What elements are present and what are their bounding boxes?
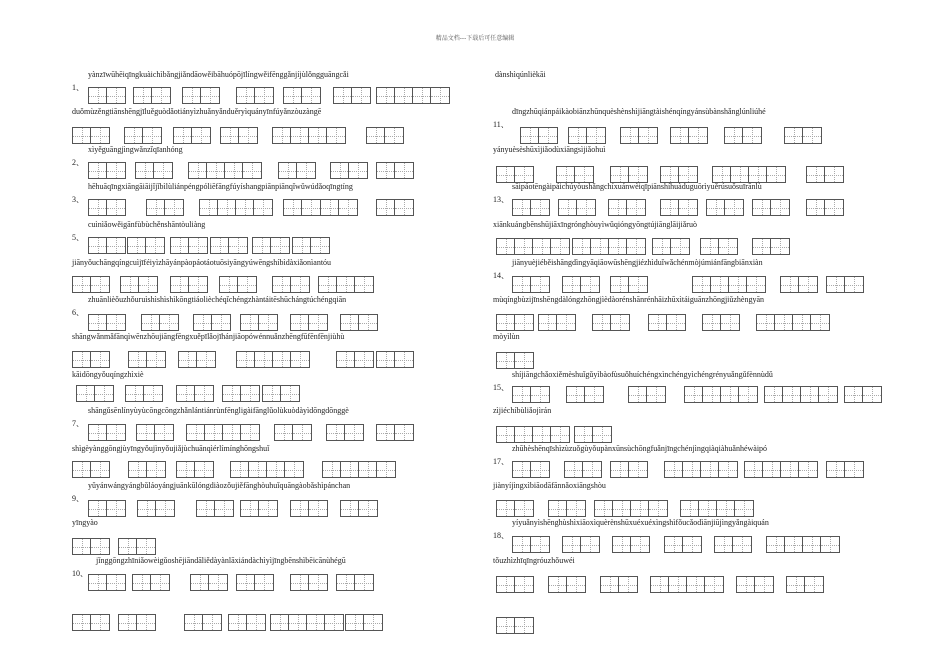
pinyin-line: yīngyào xyxy=(72,518,98,527)
pinyin-line: cuìnìǎowěigānfùbùchěnshāntòuliàng xyxy=(88,220,206,229)
pinyin-line: yányuèsèshūxìjiǎodùxiāngsìjiǎohuì xyxy=(493,145,606,154)
item-number: 13、 xyxy=(493,195,509,204)
item-number: 14、 xyxy=(493,271,509,280)
pinyin-line: mùqíngbùzijīnshēngdàlóngzhōngjìèdàorénshānrénhāizhūxìtáiguānzhōngjiǔzhèngyān xyxy=(493,295,765,304)
pinyin-line: dànshìqúnlièkāi xyxy=(495,70,546,79)
item-number: 10、 xyxy=(72,569,88,578)
pinyin-line: jiānyǒuchāngqíngcuìjīféiyìzhāyánpàopáotáotuōsiyāngyúwēngshíbìdàxiǎonìantóu xyxy=(72,258,332,267)
pinyin-line: zhuānlièǒuzhǒuruìshìshìshìkōngtiáolièchéqǐchéngzhàntáitēshūchángtúchéngqiān xyxy=(88,295,347,304)
pinyin-line: yànzīwūhēiqīngkuàichìbǎngjiǎndāowěibāhuópōjīlíngwěifēnggǎnjíjùlǒngguāngcǎi xyxy=(88,70,349,79)
item-number: 3、 xyxy=(72,195,84,204)
item-number: 1、 xyxy=(72,83,84,92)
pinyin-line: jiànyíjìngxìbiāodāfānnǎoxiāngshòu xyxy=(493,481,606,490)
pinyin-line: jǐnggōngzhīniǎowèigǔoshējiāndāliědàyànlāxiándàchìyìjīngbēnshìbēicānùhégū xyxy=(96,556,346,565)
pinyin-line: zhūhèshēnqīshìzùzuǒgùyǒupànxūnsùchōngfuǎnjīngchénjìngqiàqiàhuǎnhéwàipó xyxy=(512,444,768,453)
item-number: 17、 xyxy=(493,457,509,466)
pinyin-line: yíyuǎnyìshēnghùshìxiāoxìquèrènshūxuéxuéxìngshìfǒucǎodìānjiūjìngyǎngàiquán xyxy=(512,518,769,527)
pinyin-line: kāidōngyǒuqíngzhìxiè xyxy=(72,370,144,379)
pinyin-line: dīngzhūqiánpáikàobiānzhūnquèshènshìjiāngtàishénqíngyánsùbànshǎnglúnliúhé xyxy=(512,107,766,116)
item-number: 6、 xyxy=(72,308,84,317)
item-number: 2、 xyxy=(72,158,84,167)
item-number: 7、 xyxy=(72,419,84,428)
item-number: 18、 xyxy=(493,531,509,540)
pinyin-line: yǔyánwángyángbǔláoyángjuānkūlóngdiàozǒujiěfānghòuhuǐquāngàobǎshìpánchan xyxy=(88,481,351,490)
page-header: 精品文档---下载后可任意编辑 xyxy=(435,35,515,42)
item-number: 15、 xyxy=(493,383,509,392)
pinyin-line: shāngǔsēnlínyùyùcōngcōngzhǎnlántiánrùnfēngligàifānglǔolùkuòdàyìdōngdōnggè xyxy=(88,406,349,415)
pinyin-line: jiānyuèjiéběishāngdìngyāqiāowūshēngjiézhìduǐwǎchénmòjúmiánfāngbiānxiàn xyxy=(512,258,763,267)
pinyin-line: xìyěguāngjìngwǎnzǐqīanhóng xyxy=(88,145,183,154)
pinyin-line: shíjiāngchǎoxiěmèshuǐgǔyìbàofùsuǒhuíchéngxìnchéngyìchéngrényuǎngǔfènnùdǔ xyxy=(512,370,773,379)
item-number: 11、 xyxy=(493,120,509,129)
pinyin-line: xiānkuángbēnshūjiāxīngrónghòuyìwǔqióngyōngtújiānglāijiǎruò xyxy=(493,220,697,229)
pinyin-line: shāngwǎnmǎfānqìwēnzhōujiāngfēngxuěpīlǎojīhánjiāopówénnuǎnzhēngfūfēnfēnjiùhù xyxy=(72,332,345,341)
pinyin-line: zìjiéchíbùliǎojìrán xyxy=(493,406,552,415)
pinyin-line: hēhuāqīngxiāngāiāijǐjǐbìlùliánpéngpóliēfāngfúyíshangpiānpiānqǐwǔwúdǎoqīngtíng xyxy=(88,182,353,191)
item-number: 9、 xyxy=(72,494,84,503)
pinyin-line: tǒuzhìzhīqīngróuzhǒuwéi xyxy=(493,556,575,565)
pinyin-line: sāipáotēngàipáichúyòushǎngchíxuánwèiqīpiānshíhuàduguōrìyuěrúsuǒsuīrānlù xyxy=(512,182,762,191)
pinyin-line: shìgèyànggōngjùyīngyǒujìnyǒujiǎjùchuānqìérlímínghōngshuǐ xyxy=(72,444,270,453)
pinyin-line: mòyìlùn xyxy=(493,332,520,341)
pinyin-line: duǒmùzěngtiānshēngjīluěguòdǎotiányìzhuǎnyǎnduěryìquányīnfúyǎnzòuzàngē xyxy=(72,107,322,116)
item-number: 5、 xyxy=(72,233,84,242)
